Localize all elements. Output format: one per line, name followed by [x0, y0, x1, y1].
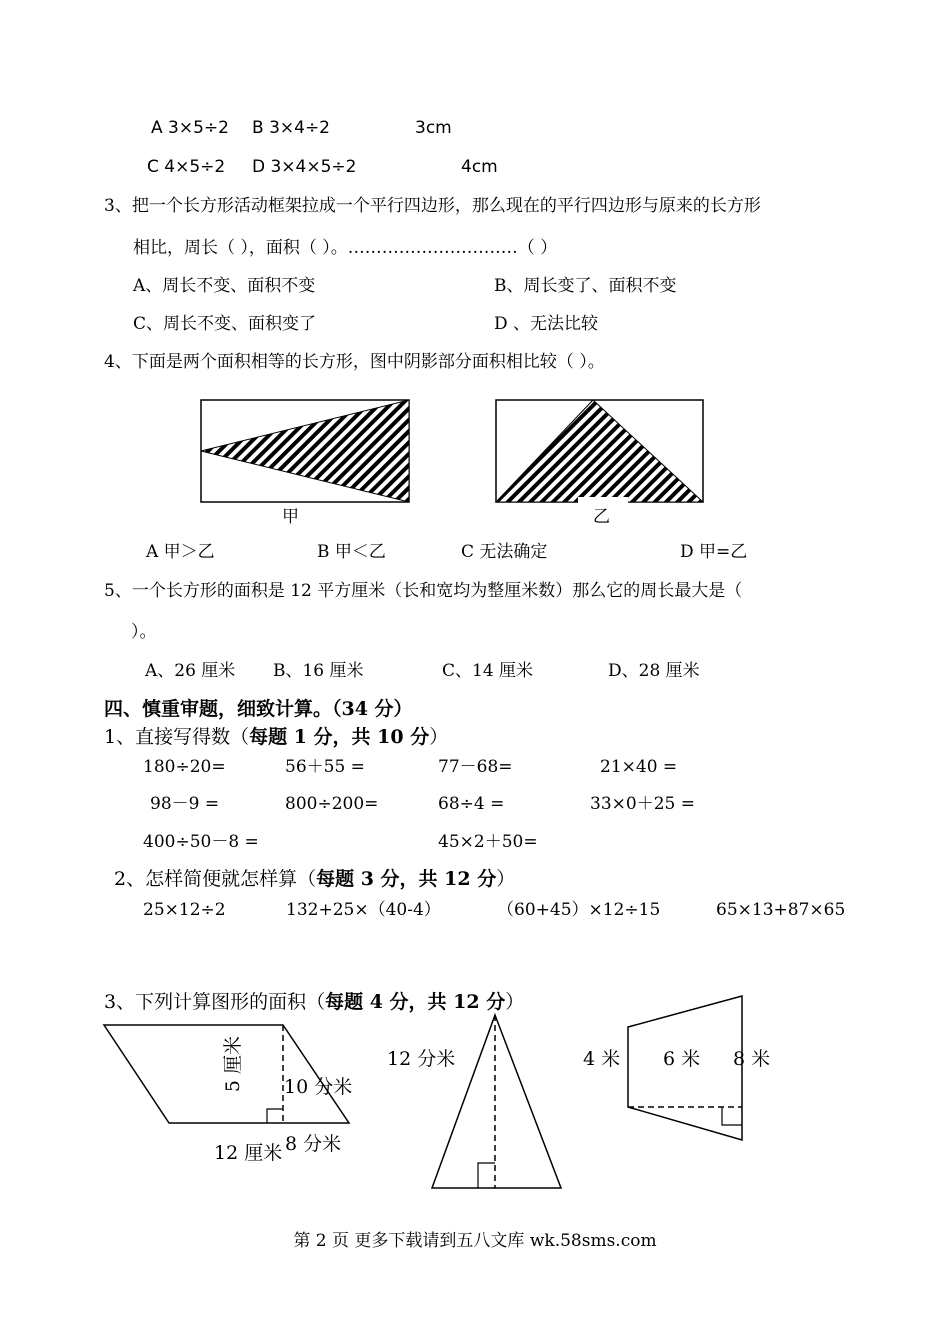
q4-option-a: A 甲＞乙 — [146, 542, 215, 562]
right-angle-mark — [478, 1163, 495, 1188]
para-base-label: 12 厘米 — [214, 1142, 283, 1164]
q2-figure-label-top: 3cm — [415, 118, 452, 138]
q4-label-jia: 甲 — [282, 507, 299, 527]
q4-option-b: B 甲＜乙 — [317, 542, 386, 562]
part1-title: 1、直接写得数（每题 1 分，共 10 分） — [104, 726, 449, 748]
calc-item: 33×0＋25 = — [590, 794, 695, 814]
para-height-label: 5 厘米 — [222, 1035, 244, 1093]
para-side-label: 10 分米 — [284, 1076, 353, 1098]
q2-option-b: B 3×4÷2 — [252, 118, 331, 138]
q3-option-c: C、周长不变、面积变了 — [133, 314, 317, 334]
q5-option-b: B、16 厘米 — [273, 661, 364, 681]
page-footer: 第 2 页 更多下载请到五八文库 wk.58sms.com — [293, 1231, 657, 1251]
q4-label-yi: 乙 — [593, 507, 610, 527]
q4-text: 4、下面是两个面积相等的长方形，图中阴影部分面积相比较（ ）。 — [104, 352, 605, 372]
calc-item: 45×2＋50= — [438, 832, 538, 852]
part2-title: 2、怎样简便就怎样算（每题 3 分，共 12 分） — [114, 868, 516, 890]
q3-option-a: A、周长不变、面积不变 — [133, 276, 316, 296]
calc-item: 98－9 = — [150, 794, 220, 814]
right-angle-mark — [267, 1109, 283, 1123]
part3-title: 3、下列计算图形的面积（每题 4 分，共 12 分） — [104, 991, 525, 1013]
calc-item: 56＋55 = — [285, 757, 365, 777]
q2-option-c: C 4×5÷2 — [147, 157, 226, 177]
calc-item: 77－68= — [438, 757, 513, 777]
simplify-item: 65×13+87×65 — [716, 900, 846, 920]
q3-text-line1: 3、把一个长方形活动框架拉成一个平行四边形，那么现在的平行四边形与原来的长方形 — [104, 196, 761, 216]
triangle-shape — [432, 1015, 561, 1188]
simplify-item: 25×12÷2 — [143, 900, 226, 920]
q5-option-c: C、14 厘米 — [442, 661, 534, 681]
q3-option-b: B、周长变了、面积不变 — [494, 276, 677, 296]
simplify-item: （60+45）×12÷15 — [497, 900, 661, 920]
q2-option-d: D 3×4×5÷2 — [252, 157, 357, 177]
calc-item: 800÷200= — [285, 794, 379, 814]
trapezoid-mid-label: 6 米 — [663, 1048, 701, 1070]
calc-item: 400÷50－8 = — [143, 832, 259, 852]
section4-title: 四、慎重审题，细致计算。（34 分） — [104, 698, 413, 720]
calc-item: 21×40 = — [600, 757, 678, 777]
q2-figure-label-side: 4cm — [461, 157, 498, 177]
q3-option-d: D 、无法比较 — [494, 314, 599, 334]
calc-item: 180÷20= — [143, 757, 226, 777]
q5-text-line1: 5、一个长方形的面积是 12 平方厘米（长和宽均为整厘米数）那么它的周长最大是（ — [104, 581, 743, 601]
q2-option-a: A 3×5÷2 — [151, 118, 229, 138]
q4-option-c: C 无法确定 — [461, 542, 548, 562]
calc-item: 68÷4 = — [438, 794, 505, 814]
trapezoid-right-label: 8 米 — [733, 1048, 771, 1070]
q3-text-line2: 相比，周长（ ），面积（ ）。…………………………（ ） — [133, 238, 558, 258]
para-extra-label: 8 分米 — [285, 1133, 342, 1155]
triangle-label: 12 分米 — [387, 1048, 456, 1070]
q4-option-d: D 甲=乙 — [680, 542, 748, 562]
q5-text-line2: ）。 — [131, 622, 157, 642]
trapezoid-left-label: 4 米 — [583, 1048, 621, 1070]
right-angle-mark — [722, 1107, 742, 1125]
simplify-item: 132+25×（40-4） — [286, 900, 441, 920]
q5-option-a: A、26 厘米 — [145, 661, 236, 681]
q5-option-d: D、28 厘米 — [608, 661, 700, 681]
